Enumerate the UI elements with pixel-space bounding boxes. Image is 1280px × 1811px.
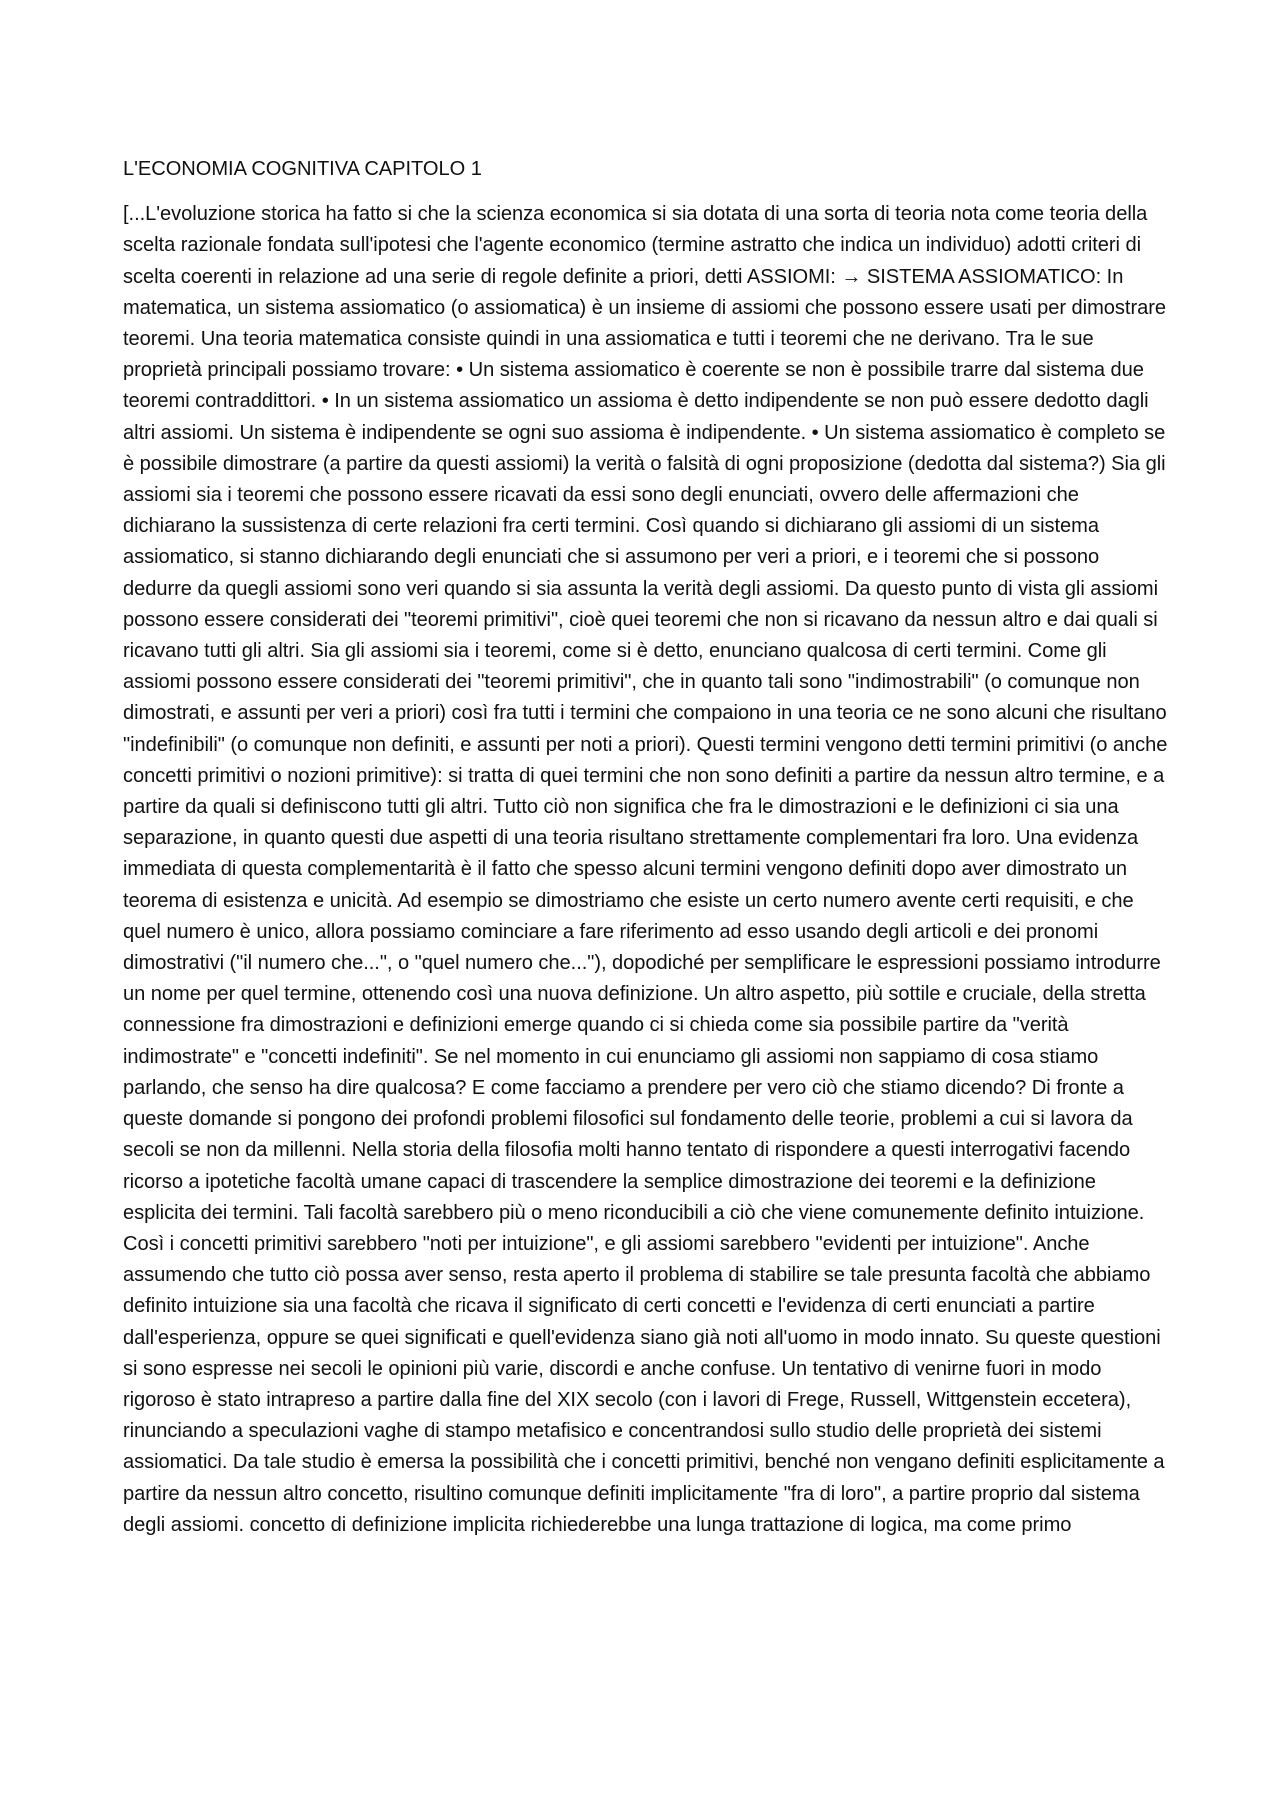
document-body: [...L'evoluzione storica ha fatto si che la scienza economica si sia dotata di una sorta di teoria nota come teoria della scelta razionale fondata sull'ipotesi che l'agente economico (termine astratto che indica un individuo) adotti criteri di scelta coerenti in relazione ad una serie di regole definite a priori, detti ASSIOMI: → SISTEMA ASSIOMATICO: In matematica, un sistema assiomatico (o assiomatica) è un insieme di assiomi che possono essere usati per dimostrare teoremi. Una teoria matematica consiste quindi in una assiomatica e tutti i teoremi che ne derivano. Tra le sue proprietà principali possiamo trovare: • Un sistema assiomatico è coerente se non è possibile trarre dal sistema due teoremi contraddittori. • In un sistema assiomatico un assioma è detto indipendente se non può essere dedotto dagli altri assiomi. Un sistema è indipendente se ogni suo assioma è indipendente. • Un sistema assiomatico è completo se è possibile dimostrare (a partire da questi assiomi) la verità o falsità di ogni proposizione (dedotta dal sistema?) Sia gli assiomi sia i teoremi che possono essere ricavati da essi sono degli enunciati, ovvero delle affermazioni che dichiarano la sussistenza di certe relazioni fra certi termini. Così quando si dichiarano gli assiomi di un sistema assiomatico, si stanno dichiarando degli enunciati che si assumono per veri a priori, e i teoremi che si possono dedurre da quegli assiomi sono veri quando si sia assunta la verità degli assiomi. Da questo punto di vista gli assiomi possono essere considerati dei "teoremi primitivi", cioè quei teoremi che non si ricavano da nessun altro e dai quali si ricavano tutti gli altri. Sia gli assiomi sia i teoremi, come si è detto, enunciano qualcosa di certi termini. Come gli assiomi possono essere considerati dei "teoremi primitivi", che in quanto tali sono "indimostrabili" (o comunque non dimostrati, e assunti per veri a priori) così fra tutti i termini che compaiono in una teoria ce ne sono alcuni che risultano "indefinibili" (o comunque non definiti, e assunti per noti a priori). Questi termini vengono detti termini primitivi (o anche concetti primitivi o nozioni primitive): si tratta di quei termini che non sono definiti a partire da nessun altro termine, e a partire da quali si definiscono tutti gli altri. Tutto ciò non significa che fra le dimostrazioni e le definizioni ci sia una separazione, in quanto questi due aspetti di una teoria risultano strettamente complementari fra loro. Una evidenza immediata di questa complementarità è il fatto che spesso alcuni termini vengono definiti dopo aver dimostrato un teorema di esistenza e unicità. Ad esempio se dimostriamo che esiste un certo numero avente certi requisiti, e che quel numero è unico, allora possiamo cominciare a fare riferimento ad esso usando degli articoli e dei pronomi dimostrativi ("il numero che...", o "quel numero che..."), dopodiché per semplificare le espressioni possiamo introdurre un nome per quel termine, ottenendo così una nuova definizione. Un altro aspetto, più sottile e cruciale, della stretta connessione fra dimostrazioni e definizioni emerge quando ci si chieda come sia possibile partire da "verità indimostrate" e "concetti indefiniti". Se nel momento in cui enunciamo gli assiomi non sappiamo di cosa stiamo parlando, che senso ha dire qualcosa? E come facciamo a prendere per vero ciò che stiamo dicendo? Di fronte a queste domande si pongono dei profondi problemi filosofici sul fondamento delle teorie, problemi a cui si lavora da secoli se non da millenni. Nella storia della filosofia molti hanno tentato di rispondere a questi interrogativi facendo ricorso a ipotetiche facoltà umane capaci di trascendere la semplice dimostrazione dei teoremi e la definizione esplicita dei termini. Tali facoltà sarebbero più o meno riconducibili a ciò che viene comunemente definito intuizione. Così i concetti primitivi sarebbero "noti per intuizione", e gli assiomi sarebbero "evidenti per intuizione". Anche assumendo che tutto ciò possa aver senso, resta aperto il problema di stabilire se tale presunta facoltà che abbiamo definito intuizione sia una facoltà che ricava il significato di certi concetti e l'evidenza di certi enunciati a partire dall'esperienza, oppure se quei significati e quell'evidenza siano già noti all'uomo in modo innato. Su queste questioni si sono espresse nei secoli le opinioni più varie, discordi e anche confuse. Un tentativo di venirne fuori in modo rigoroso è stato intrapreso a partire dalla fine del XIX secolo (con i lavori di Frege, Russell, Wittgenstein eccetera), rinunciando a speculazioni vaghe di stampo metafisico e concentrandosi sullo studio delle proprietà dei sistemi assiomatici. Da tale studio è emersa la possibilità che i concetti primitivi, benché non vengano definiti esplicitamente a partire da nessun altro concetto, risultino comunque definiti implicitamente "fra di loro", a partire proprio dal sistema degli assiomi. concetto di definizione implicita richiederebbe una lunga trattazione di logica, ma come primo [123, 203, 1168, 1536]
document-content [123, 154, 1168, 1541]
document-title: L'ECONOMIA COGNITIVA CAPITOLO 1 [123, 158, 482, 180]
